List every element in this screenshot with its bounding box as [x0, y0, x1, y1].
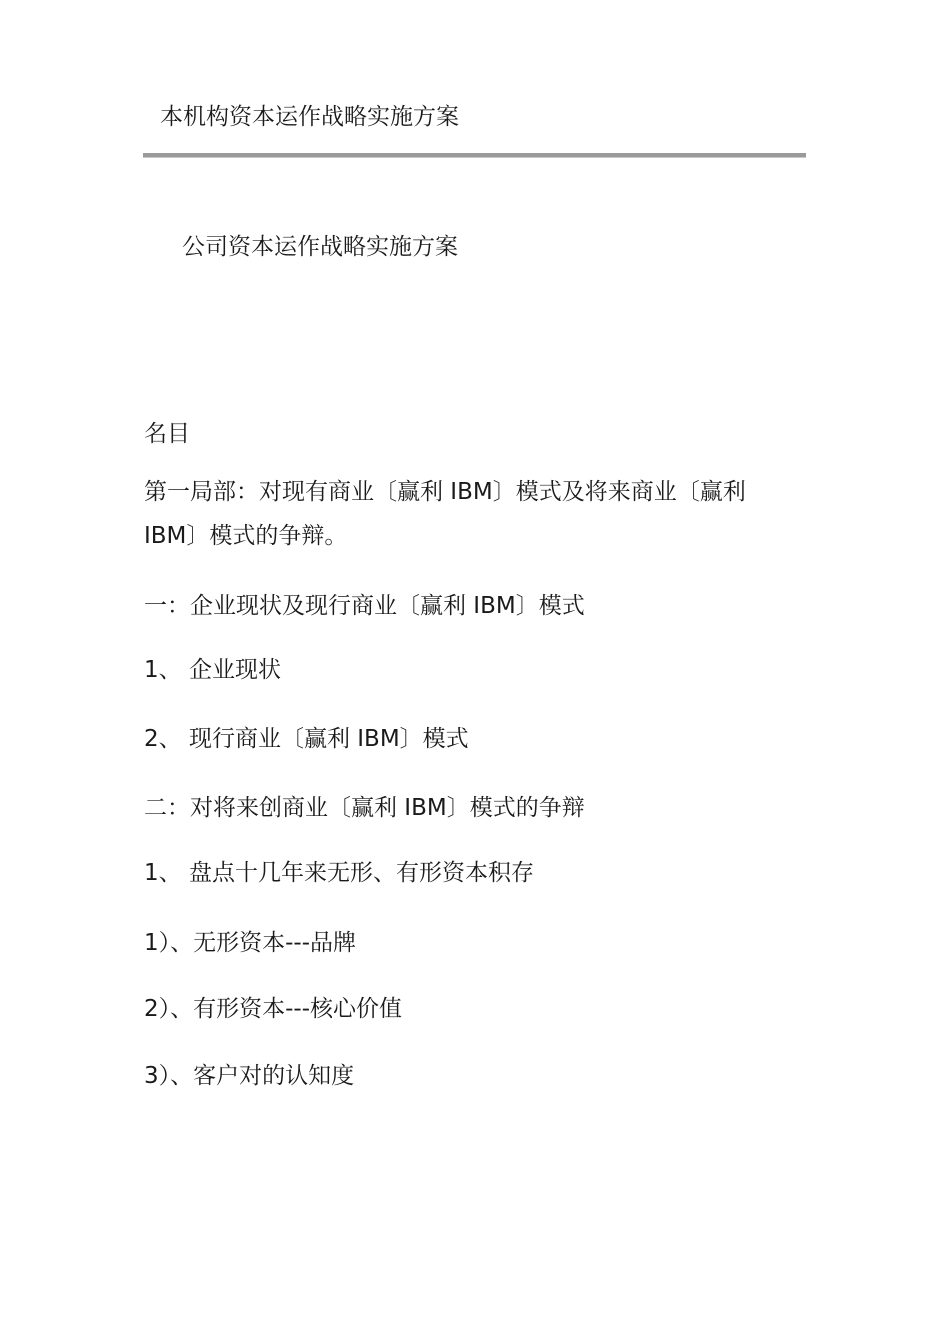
toc-subitem-1: 1）、无形资本---品牌 — [144, 930, 357, 956]
running-header-title: 本机构资本运作战略实施方案 — [160, 104, 459, 130]
header-divider — [143, 153, 806, 158]
toc-item-1-2: 2、 现行商业〔赢利 IBM〕模式 — [144, 726, 469, 752]
toc-item-1-1: 1、 企业现状 — [144, 657, 281, 683]
toc-subitem-3: 3）、客户对的认知度 — [144, 1063, 355, 1089]
toc-section-two: 二：对将来创商业〔赢利 IBM〕模式的争辩 — [144, 795, 585, 821]
document-title: 公司资本运作战略实施方案 — [182, 234, 458, 260]
toc-item-2-1: 1、 盘点十几年来无形、有形资本积存 — [144, 860, 534, 886]
toc-subitem-2: 2）、有形资本---核心价值 — [144, 996, 403, 1022]
toc-heading: 名目 — [144, 421, 190, 447]
toc-part-one: 第一局部：对现有商业〔赢利 IBM〕模式及将来商业〔赢利 IBM〕模式的争辩。 — [144, 479, 746, 549]
toc-section-one: 一：企业现状及现行商业〔赢利 IBM〕模式 — [144, 593, 585, 619]
